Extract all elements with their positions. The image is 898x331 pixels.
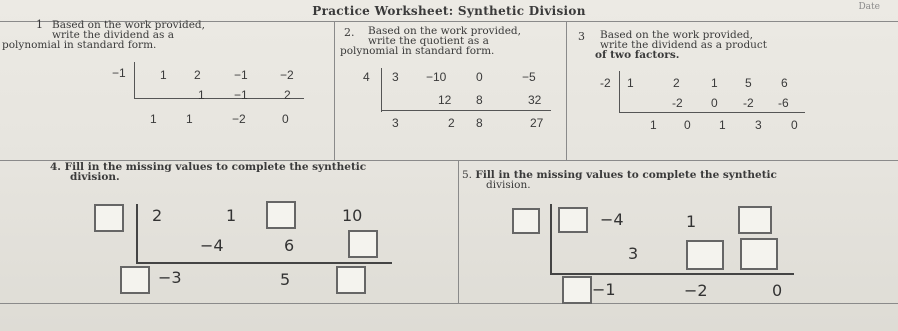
result-value: 1 xyxy=(650,118,657,132)
result-value: 27 xyxy=(530,116,544,130)
coefficient: 0 xyxy=(476,70,483,84)
answer-box-coefficient[interactable] xyxy=(738,206,772,234)
result-value: 5 xyxy=(280,270,291,289)
answer-box-divisor[interactable] xyxy=(512,208,540,234)
result-value: 0 xyxy=(282,112,289,126)
question-number: 4. xyxy=(50,161,61,173)
result-value: −1 xyxy=(592,280,616,299)
division-line xyxy=(136,262,392,264)
product-value: 0 xyxy=(711,96,718,110)
coefficient: 2 xyxy=(673,76,680,90)
question-prompt: Based on the work provided, write the dividend as a product of two factors. xyxy=(595,29,768,61)
coefficient: −2 xyxy=(280,68,294,82)
coefficient: 5 xyxy=(745,76,752,90)
question-number: 3 xyxy=(578,30,585,43)
date-stamp: Date xyxy=(858,2,880,12)
coefficient: 10 xyxy=(342,206,363,225)
coefficient: 1 xyxy=(226,206,237,225)
result-value: −2 xyxy=(684,281,708,300)
result-value: 1 xyxy=(186,112,193,126)
coefficient: 1 xyxy=(686,212,697,231)
coefficient: −10 xyxy=(426,70,447,84)
product-value: 12 xyxy=(438,93,452,107)
division-line xyxy=(134,98,304,99)
grid-line-bottom xyxy=(0,303,898,304)
page-title: Practice Worksheet: Synthetic Division xyxy=(312,4,586,18)
coefficient: 1 xyxy=(627,76,634,90)
result-value: 3 xyxy=(392,116,399,130)
division-line xyxy=(550,273,794,275)
product-value: 6 xyxy=(284,236,295,255)
coefficient: −5 xyxy=(522,70,536,84)
divisor: 4 xyxy=(363,70,370,84)
answer-box-product[interactable] xyxy=(348,230,378,258)
result-value: 0 xyxy=(684,118,691,132)
answer-box-remainder[interactable] xyxy=(336,266,366,294)
product-value: −4 xyxy=(200,236,224,255)
answer-box-product[interactable] xyxy=(740,238,778,270)
result-value: 1 xyxy=(719,118,726,132)
division-line xyxy=(381,110,551,111)
product-value: 3 xyxy=(628,244,639,263)
result-value: 3 xyxy=(755,118,762,132)
division-line xyxy=(619,112,805,113)
question-prompt: 4. Fill in the missing values to complete the synthetic division. xyxy=(50,161,367,183)
answer-box-result[interactable] xyxy=(120,266,150,294)
division-bracket xyxy=(550,204,552,274)
product-value: -2 xyxy=(743,96,754,110)
product-value: 1 xyxy=(198,88,205,102)
division-bracket xyxy=(619,71,620,113)
answer-box-divisor[interactable] xyxy=(94,204,124,232)
answer-box-coefficient[interactable] xyxy=(266,201,296,229)
coefficient: 1 xyxy=(711,76,718,90)
result-value: 0 xyxy=(772,281,783,300)
result-value: 2 xyxy=(448,116,455,130)
answer-box-coefficient[interactable] xyxy=(558,207,588,233)
question-number: 1 xyxy=(36,18,43,31)
result-value: 0 xyxy=(791,118,798,132)
grid-divider-1 xyxy=(334,21,335,160)
product-value: 2 xyxy=(284,88,291,102)
coefficient: 3 xyxy=(392,70,399,84)
division-bracket xyxy=(381,68,382,112)
coefficient: 1 xyxy=(160,68,167,82)
coefficient: −4 xyxy=(600,210,624,229)
product-value: 8 xyxy=(476,93,483,107)
coefficient: −1 xyxy=(234,68,248,82)
coefficient: 2 xyxy=(194,68,201,82)
product-value: -6 xyxy=(778,96,789,110)
division-bracket xyxy=(134,62,135,98)
division-bracket xyxy=(136,204,138,262)
product-value: 32 xyxy=(528,93,542,107)
question-prompt: Based on the work provided, write the quotient as a polynomial in standard form. xyxy=(340,25,521,57)
result-value: −2 xyxy=(232,112,246,126)
product-value: −1 xyxy=(234,88,248,102)
question-number: 2. xyxy=(344,26,355,39)
answer-box-product[interactable] xyxy=(686,240,724,270)
divisor: −1 xyxy=(112,66,126,80)
divisor: -2 xyxy=(600,76,611,90)
grid-divider-2 xyxy=(566,21,567,160)
coefficient: 6 xyxy=(781,76,788,90)
answer-box-result[interactable] xyxy=(562,276,592,304)
question-number: 5. xyxy=(462,169,473,181)
question-prompt: 5. Fill in the missing values to complete the synthetic division. xyxy=(462,169,777,191)
question-prompt: Based on the work provided, write the dividend as a polynomial in standard form. xyxy=(2,19,205,51)
result-value: 8 xyxy=(476,116,483,130)
result-value: −3 xyxy=(158,268,182,287)
coefficient: 2 xyxy=(152,206,163,225)
product-value: -2 xyxy=(672,96,683,110)
result-value: 1 xyxy=(150,112,157,126)
